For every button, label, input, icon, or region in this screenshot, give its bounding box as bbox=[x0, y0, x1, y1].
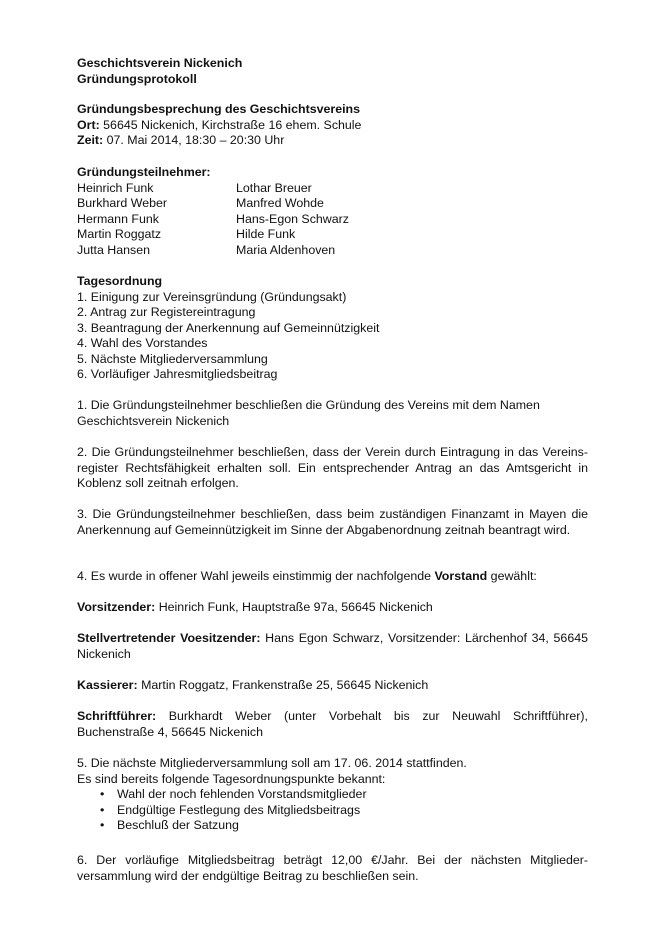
next-meeting-date: 5. Die nächste Mitgliederversammlung soll am 17. 06. 2014 stattfinden. bbox=[77, 756, 467, 770]
board-treasurer-line bbox=[77, 678, 588, 694]
participant-name: Hermann Funk bbox=[77, 211, 159, 226]
board-keyword: Vorstand bbox=[434, 569, 488, 583]
participants-columns bbox=[77, 181, 588, 259]
next-meeting-agenda-list bbox=[77, 787, 588, 834]
list-item-text: Beschluß der Satzung bbox=[117, 818, 239, 832]
time-label: Zeit: bbox=[77, 133, 104, 147]
membership-fee-section bbox=[77, 853, 588, 884]
meeting-info bbox=[77, 102, 588, 149]
list-item-text: Wahl der noch fehlenden Vorstandsmitglieder bbox=[117, 787, 367, 801]
resolution-text bbox=[77, 569, 588, 585]
list-item-text: Endgültige Festlegung des Mitgliedsbeitrags bbox=[117, 802, 361, 817]
board-vice-chair bbox=[77, 631, 588, 662]
chair-label: Vorsitzender: bbox=[77, 600, 156, 614]
board-treasurer bbox=[77, 678, 588, 694]
document-title: Gründungsprotokoll bbox=[77, 71, 197, 86]
agenda-section bbox=[77, 274, 588, 383]
board-vice-line bbox=[77, 631, 588, 662]
participant-name: Jutta Hansen bbox=[77, 242, 151, 257]
document-header bbox=[77, 56, 588, 87]
resolution-text: 2. Die Gründungsteilnehmer beschließen, dass der Verein durch Eintragung in das Vereins-register Rechtsfähigkeit erhalten soll. Ein entsprechender Antrag an das Amtsgericht in Koblenz soll zeitnah erfolgen. bbox=[77, 445, 588, 490]
agenda-item: 5. Nächste Mitgliederversammlung bbox=[77, 351, 268, 366]
bullet-icon: • bbox=[100, 787, 105, 801]
board-chair-line bbox=[77, 600, 588, 616]
fee-text: 6. Der vorläufige Mitgliedsbeitrag beträgt 12,00 €/Jahr. Bei der nächsten Mitglieder-versammlung wird der endgültige Beitrag zu beschließen sein. bbox=[77, 853, 588, 883]
agenda-item: 1. Einigung zur Vereinsgründung (Gründungsakt) bbox=[77, 289, 347, 304]
list-item bbox=[77, 818, 588, 834]
location-value: 56645 Nickenich, Kirchstraße 16 ehem. Schule bbox=[99, 117, 362, 132]
board-secretary-line bbox=[77, 709, 588, 740]
meeting-time bbox=[77, 133, 588, 149]
resolution-text: 1. Die Gründungsteilnehmer beschließen die Gründung des Vereins mit dem Namen Geschichtsverein Nickenich bbox=[77, 398, 540, 428]
participant-name: Heinrich Funk bbox=[77, 180, 154, 195]
next-meeting-section bbox=[77, 756, 588, 834]
participant-name: Martin Roggatz bbox=[77, 227, 162, 241]
board-secretary bbox=[77, 709, 588, 740]
participants-column-1 bbox=[77, 181, 236, 259]
list-item bbox=[77, 803, 588, 819]
meeting-title: Gründungsbesprechung des Geschichtsvereins bbox=[77, 102, 360, 116]
treasurer-value: Martin Roggatz, Frankenstraße 25, 56645 Nickenich bbox=[137, 678, 429, 692]
time-value: 07. Mai 2014, 18:30 – 20:30 Uhr bbox=[103, 133, 285, 147]
secretary-label: Schriftführer: bbox=[77, 709, 157, 723]
location-label: Ort: bbox=[77, 117, 100, 132]
bullet-icon: • bbox=[100, 802, 105, 817]
resolution-4 bbox=[77, 569, 588, 585]
list-item bbox=[77, 787, 588, 803]
resolution-3 bbox=[77, 507, 588, 538]
participants-column-2 bbox=[236, 181, 349, 259]
agenda-item: 4. Wahl des Vorstandes bbox=[77, 336, 208, 350]
resolution-1 bbox=[77, 398, 582, 429]
participants-heading: Gründungsteilnehmer: bbox=[77, 165, 211, 179]
agenda-heading: Tagesordnung bbox=[77, 274, 163, 288]
next-meeting-intro: Es sind bereits folgende Tagesordnungspunkte bekannt: bbox=[77, 771, 386, 786]
participant-name: Hilde Funk bbox=[236, 227, 296, 241]
vice-chair-label: Stellvertretender Voesitzender: bbox=[77, 631, 261, 645]
meeting-location bbox=[77, 118, 588, 134]
treasurer-label: Kassierer: bbox=[77, 678, 138, 692]
secretary-value: Burkhardt Weber (unter Vorbehalt bis zur Neuwahl Schriftführer), Buchenstraße 4, 56645 Nickenich bbox=[77, 709, 588, 739]
participant-name: Lothar Breuer bbox=[236, 180, 312, 195]
participant-name: Maria Aldenhoven bbox=[236, 242, 336, 257]
participants-section bbox=[77, 165, 588, 258]
participant-name: Hans-Egon Schwarz bbox=[236, 211, 349, 226]
vice-chair-value: Hans Egon Schwarz, Vorsitzender: Lärchenhof 34, 56645 Nickenich bbox=[77, 631, 588, 661]
resolution-4-suffix: gewählt: bbox=[487, 569, 537, 583]
agenda-item: 6. Vorläufiger Jahresmitgliedsbeitrag bbox=[77, 367, 278, 381]
agenda-item: 2. Antrag zur Registereintragung bbox=[77, 305, 256, 319]
board-chair bbox=[77, 600, 588, 616]
resolution-2 bbox=[77, 445, 588, 492]
bullet-icon: • bbox=[100, 818, 105, 832]
chair-value: Heinrich Funk, Hauptstraße 97a, 56645 Nickenich bbox=[155, 600, 433, 614]
participant-name: Burkhard Weber bbox=[77, 196, 167, 210]
participant-name: Manfred Wohde bbox=[236, 196, 324, 210]
resolution-4-prefix: 4. Es wurde in offener Wahl jeweils einstimmig der nachfolgende bbox=[77, 569, 435, 583]
agenda-item: 3. Beantragung der Anerkennung auf Gemeinnützigkeit bbox=[77, 320, 380, 335]
organization-name: Geschichtsverein Nickenich bbox=[77, 56, 243, 70]
resolution-text: 3. Die Gründungsteilnehmer beschließen, dass beim zuständigen Finanzamt in Mayen die Anerkennung auf Gemeinnützigkeit im Sinne der Abgabenordnung zeitnah beantragt wird. bbox=[77, 507, 588, 537]
